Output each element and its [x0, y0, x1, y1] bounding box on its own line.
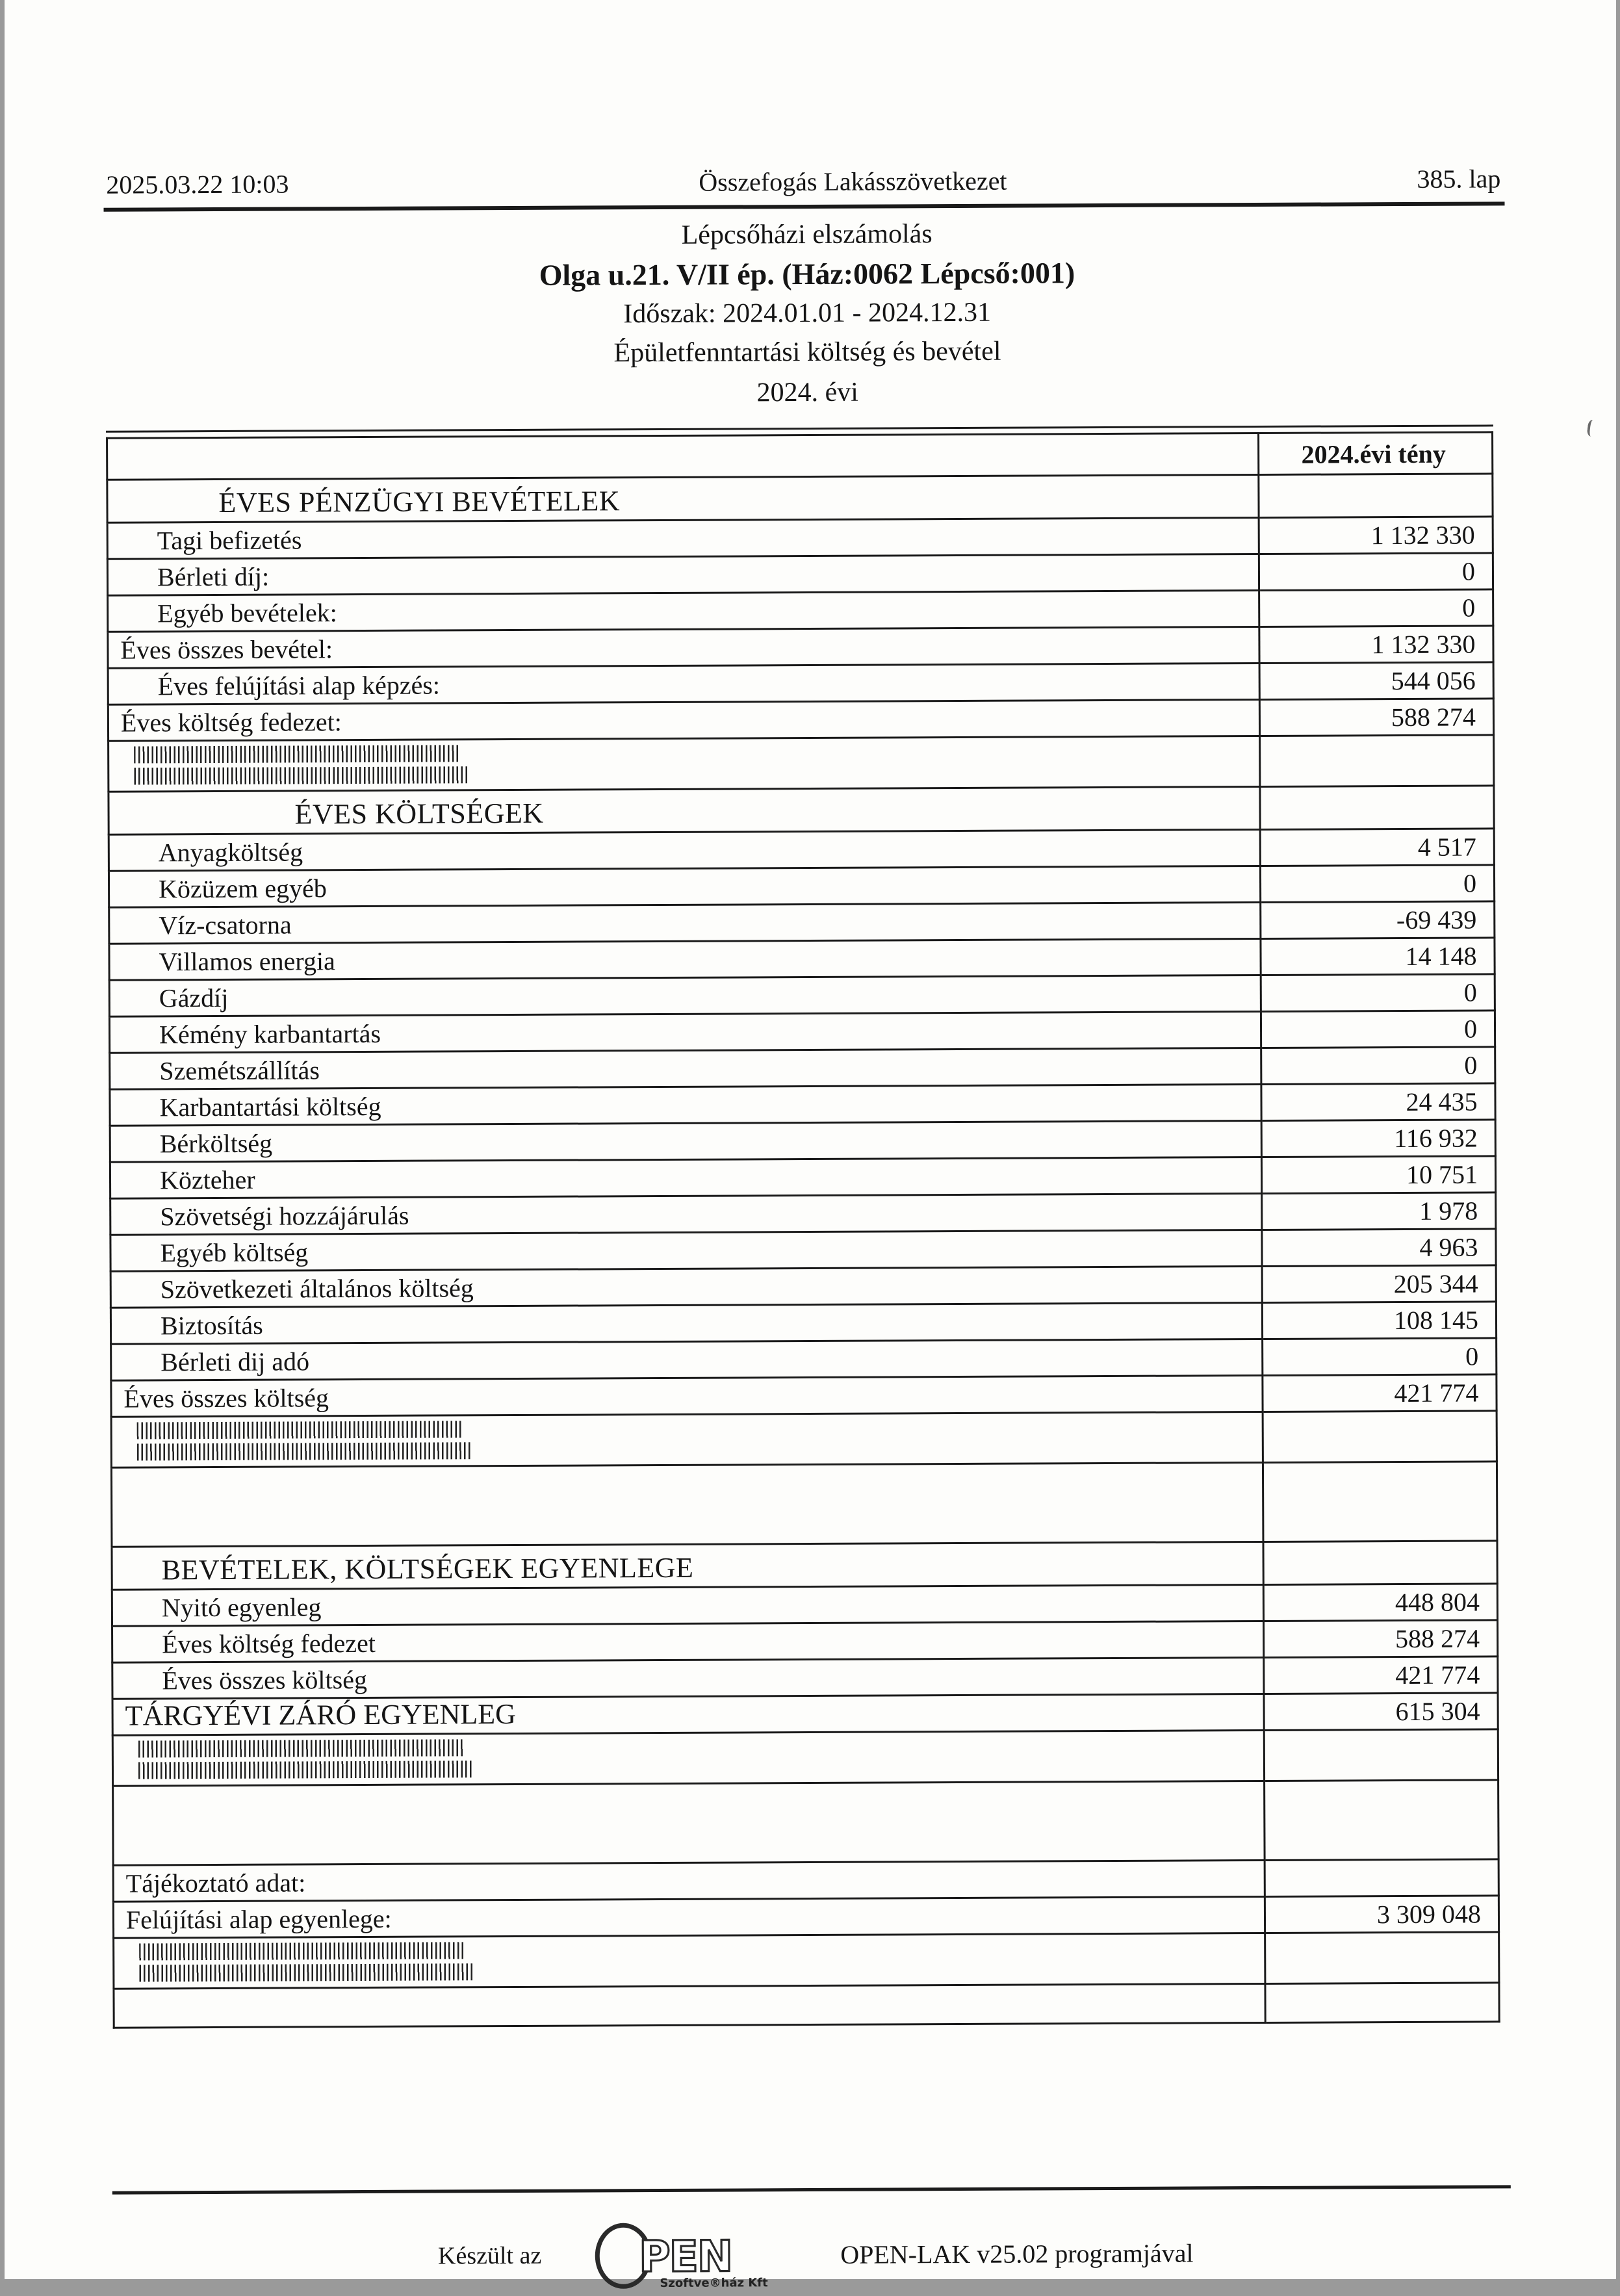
- row-value: 421 774: [1262, 1374, 1496, 1412]
- row-label: [111, 1412, 1263, 1467]
- financial-table-wrapper: [105, 424, 1500, 2028]
- row-label: ÉVES PÉNZÜGYI BEVÉTELEK: [107, 474, 1258, 522]
- row-label: Éves összes bevétel:: [107, 626, 1259, 668]
- row-value: -69 439: [1260, 901, 1494, 939]
- table-row: [110, 1229, 1495, 1271]
- row-label: Villamos energia: [109, 938, 1260, 980]
- row-value: [1263, 1462, 1497, 1542]
- row-value: [1263, 1541, 1497, 1585]
- row-label: Bérleti dij adó: [110, 1339, 1262, 1380]
- report-subject: Épületfenntartási költség és bevétel: [613, 336, 1001, 368]
- row-value: 108 145: [1262, 1302, 1496, 1339]
- row-label: Karbantartási költség: [109, 1084, 1261, 1126]
- row-value: 1 132 330: [1259, 517, 1493, 554]
- row-value: [1265, 1983, 1498, 2023]
- page-header: [106, 163, 1500, 200]
- row-value: 0: [1261, 1011, 1495, 1048]
- table-row: [112, 1584, 1497, 1626]
- table-row: [112, 1693, 1498, 1735]
- scanned-report-page: [5, 0, 1616, 2291]
- row-value: 615 304: [1263, 1693, 1497, 1731]
- table-row: [110, 1156, 1495, 1198]
- section-header-row: [108, 786, 1493, 834]
- building-title: Olga u.21. V/II ép. (Ház:0062 Lépcső:001): [539, 256, 1075, 292]
- row-label: Gázdíj: [109, 975, 1261, 1016]
- row-value: 588 274: [1263, 1620, 1497, 1658]
- row-label: Anyagköltség: [109, 829, 1260, 871]
- fill-pattern-row: [113, 1932, 1498, 1989]
- column-header-row: [107, 432, 1492, 480]
- table-row: [108, 662, 1493, 704]
- row-label: [113, 1933, 1265, 1989]
- row-value: [1265, 1859, 1498, 1897]
- page-footer: [10, 2213, 1620, 2296]
- row-value: 544 056: [1259, 662, 1493, 700]
- row-value: [1264, 1780, 1498, 1861]
- page-number: 385. lap: [1416, 164, 1500, 194]
- table-row: [109, 938, 1494, 980]
- row-value: 1 978: [1261, 1193, 1495, 1230]
- fill-pattern-row: [108, 735, 1493, 792]
- row-label: Biztosítás: [110, 1302, 1262, 1344]
- row-label: Egyéb költség: [110, 1230, 1261, 1271]
- row-value: 0: [1260, 865, 1494, 903]
- fill-pattern: [134, 766, 469, 784]
- section-header-row: [107, 474, 1492, 522]
- row-value: [1258, 474, 1492, 518]
- spacer-row: [113, 1983, 1498, 2028]
- row-label: [112, 1781, 1265, 1865]
- row-value: 448 804: [1263, 1584, 1497, 1621]
- fill-pattern: [136, 1442, 472, 1460]
- row-value: 0: [1261, 1047, 1495, 1085]
- print-datetime: 2025.03.22 10:03: [105, 169, 289, 200]
- row-label: Víz-csatorna: [109, 902, 1260, 944]
- table-row: [107, 553, 1493, 595]
- row-value: 0: [1259, 553, 1493, 591]
- row-value: [1264, 1729, 1498, 1781]
- program-version-text: OPEN-LAK v25.02 programjával: [840, 2238, 1194, 2269]
- row-value: 14 148: [1260, 938, 1494, 975]
- row-label: Felújítási alap egyenlege:: [113, 1896, 1265, 1938]
- table-row: [110, 1193, 1495, 1235]
- row-label: Éves költség fedezet: [112, 1621, 1263, 1662]
- empty-header-cell: [107, 433, 1258, 480]
- footer-prefix: Készült az: [437, 2241, 541, 2270]
- footer-rule: [112, 2185, 1510, 2194]
- row-label: TÁRGYÉVI ZÁRÓ EGYENLEG: [112, 1694, 1264, 1735]
- row-label: Bérleti díj:: [107, 554, 1259, 595]
- row-label: Kémény karbantartás: [109, 1011, 1261, 1053]
- row-label: Közteher: [110, 1157, 1261, 1198]
- row-value: 24 435: [1261, 1083, 1495, 1121]
- row-label: ÉVES KÖLTSÉGEK: [108, 786, 1259, 834]
- row-label: Éves összes költség: [110, 1375, 1262, 1417]
- row-value: 4 517: [1260, 829, 1494, 866]
- table-row: [110, 1265, 1496, 1308]
- table-row: [108, 699, 1493, 741]
- logo-subtext: Szoftve®ház Kft: [659, 2276, 768, 2291]
- table-row: [107, 589, 1493, 632]
- row-label: [111, 1462, 1263, 1547]
- row-label: [112, 1730, 1264, 1786]
- organization-name: Összefogás Lakásszövetkezet: [698, 166, 1007, 197]
- fill-pattern: [139, 1942, 464, 1960]
- row-label: Közüzem egyéb: [109, 866, 1260, 907]
- header-rule: [103, 201, 1504, 211]
- financial-table: [106, 431, 1500, 2028]
- row-value: [1259, 735, 1493, 787]
- table-row: [113, 1859, 1498, 1902]
- row-value: [1265, 1932, 1498, 1984]
- fill-pattern: [136, 1421, 461, 1439]
- row-label: Bérköltség: [110, 1120, 1261, 1162]
- table-row: [109, 1083, 1495, 1126]
- row-value: [1259, 786, 1493, 830]
- table-row: [110, 1338, 1496, 1380]
- row-label: Éves összes költség: [112, 1657, 1263, 1699]
- spacer-row: [112, 1780, 1498, 1865]
- row-label: BEVÉTELEK, KÖLTSÉGEK EGYENLEGE: [111, 1541, 1263, 1590]
- table-row: [107, 626, 1493, 668]
- table-row: [112, 1620, 1497, 1662]
- report-year: 2024. évi: [756, 377, 858, 408]
- report-title-block: [1, 216, 1613, 412]
- report-table-body: [107, 474, 1498, 2028]
- value-column-header: 2024.évi tény: [1258, 432, 1492, 475]
- open-softvehaz-logo-icon: [593, 2216, 789, 2293]
- table-row: [107, 517, 1493, 559]
- table-row: [110, 1302, 1496, 1344]
- row-label: [113, 1983, 1265, 2028]
- table-row: [110, 1120, 1495, 1162]
- row-label: [108, 736, 1259, 792]
- row-value: [1263, 1411, 1497, 1463]
- row-label: Éves felújítási alap képzés:: [108, 663, 1259, 704]
- fill-pattern-row: [111, 1411, 1497, 1467]
- row-value: 588 274: [1259, 699, 1493, 736]
- table-row: [109, 901, 1494, 944]
- table-row: [109, 1047, 1495, 1089]
- row-label: Szövetségi hozzájárulás: [110, 1193, 1261, 1235]
- row-value: 0: [1259, 589, 1493, 627]
- row-value: 205 344: [1262, 1265, 1496, 1303]
- row-value: 10 751: [1261, 1156, 1495, 1194]
- logo-wordmark: PEN: [638, 2231, 732, 2282]
- table-row: [109, 1011, 1495, 1053]
- report-period: Időszak: 2024.01.01 - 2024.12.31: [623, 297, 991, 329]
- fill-pattern: [138, 1739, 463, 1757]
- row-label: Tájékoztató adat:: [113, 1860, 1265, 1902]
- spacer-row: [111, 1462, 1497, 1547]
- fill-pattern: [134, 745, 459, 763]
- section-header-row: [111, 1541, 1497, 1590]
- table-row: [112, 1657, 1497, 1699]
- fill-pattern: [139, 1963, 474, 1981]
- table-row: [109, 974, 1495, 1016]
- row-value: 4 963: [1261, 1229, 1495, 1267]
- fill-pattern-row: [112, 1729, 1498, 1786]
- row-label: Szemétszállítás: [109, 1048, 1261, 1089]
- table-row: [110, 1374, 1496, 1417]
- row-value: 0: [1262, 1338, 1496, 1376]
- fill-pattern: [138, 1761, 473, 1779]
- row-value: 3 309 048: [1265, 1896, 1498, 1933]
- row-value: 1 132 330: [1259, 626, 1493, 664]
- row-label: Szövetkezeti általános költség: [110, 1266, 1262, 1308]
- row-value: 116 932: [1261, 1120, 1495, 1157]
- row-label: Nyitó egyenleg: [112, 1584, 1263, 1626]
- table-row: [109, 865, 1494, 907]
- row-value: 421 774: [1263, 1657, 1497, 1694]
- row-label: Egyéb bevételek:: [107, 590, 1259, 632]
- table-row: [113, 1896, 1498, 1938]
- row-label: Tagi befizetés: [107, 517, 1259, 559]
- table-row: [109, 829, 1494, 871]
- report-type: Lépcsőházi elszámolás: [681, 219, 932, 250]
- row-value: 0: [1261, 974, 1495, 1012]
- row-label: Éves költség fedezet:: [108, 699, 1259, 741]
